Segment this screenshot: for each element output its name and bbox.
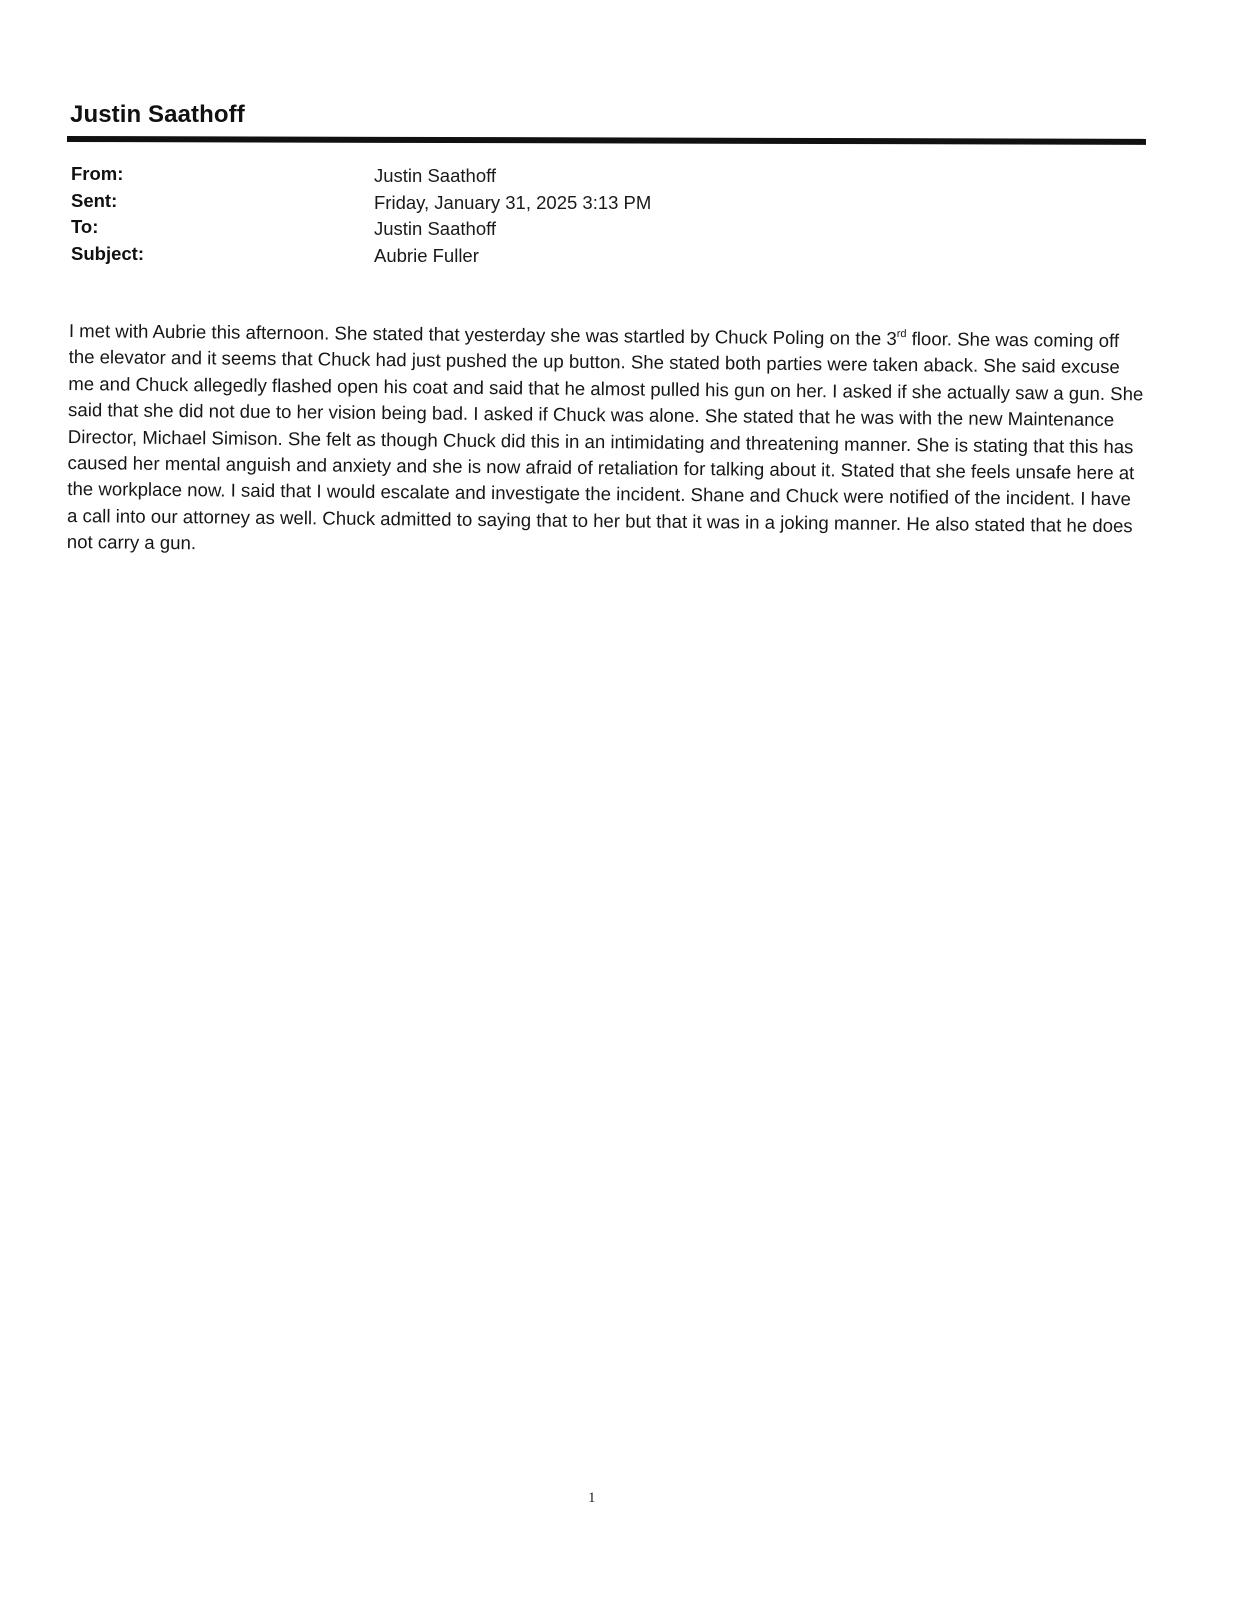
sent-row	[71, 188, 771, 215]
sent-label: Sent:	[71, 189, 118, 211]
document-title: Justin Saathoff	[70, 101, 245, 128]
from-value: Justin Saathoff	[374, 165, 497, 186]
subject-row	[71, 241, 771, 268]
email-body-part-2: floor. She was coming off the elevator and it seems that Chuck had just pushed the up button. She stated both parties were taken aback. She said excuse me and Chuck allegedly flashed open his coat and said that he almost pulled his gun on her. I asked if she actually saw a gun. She said that she did not due to her vision being bad. I asked if Chuck was alone. She stated that he was with the new Maintenance Director, Michael Simison. She felt as though Chuck did this in an intimidating and threatening manner. She is stating that this has caused her mental anguish and anxiety and she is now afraid of retaliation for talking about it. Stated that she feels unsafe here at the workplace now. I said that I would escalate and investigate the incident. Shane and Chuck were notified of the incident. I have a call into our attorney as well. Chuck admitted to saying that to her but that it was in a joking manner. He also stated that he does not carry a gun.	[66, 328, 1144, 554]
title-divider	[67, 136, 1146, 145]
to-label: To:	[71, 216, 99, 237]
sent-value: Friday, January 31, 2025 3:13 PM	[374, 191, 652, 213]
to-row	[71, 214, 771, 241]
from-label: From:	[71, 163, 124, 184]
email-body-part-1: I met with Aubrie this afternoon. She stated that yesterday she was startled by Chuck Poling on the 3	[68, 319, 897, 349]
email-body	[67, 318, 1144, 566]
to-value: Justin Saathoff	[374, 218, 497, 239]
subject-value: Aubrie Fuller	[374, 244, 479, 266]
page-number: 1	[588, 1490, 596, 1506]
email-headers	[71, 161, 771, 267]
subject-label: Subject:	[71, 242, 144, 264]
from-row	[71, 161, 771, 188]
ordinal-superscript: rd	[896, 327, 907, 340]
